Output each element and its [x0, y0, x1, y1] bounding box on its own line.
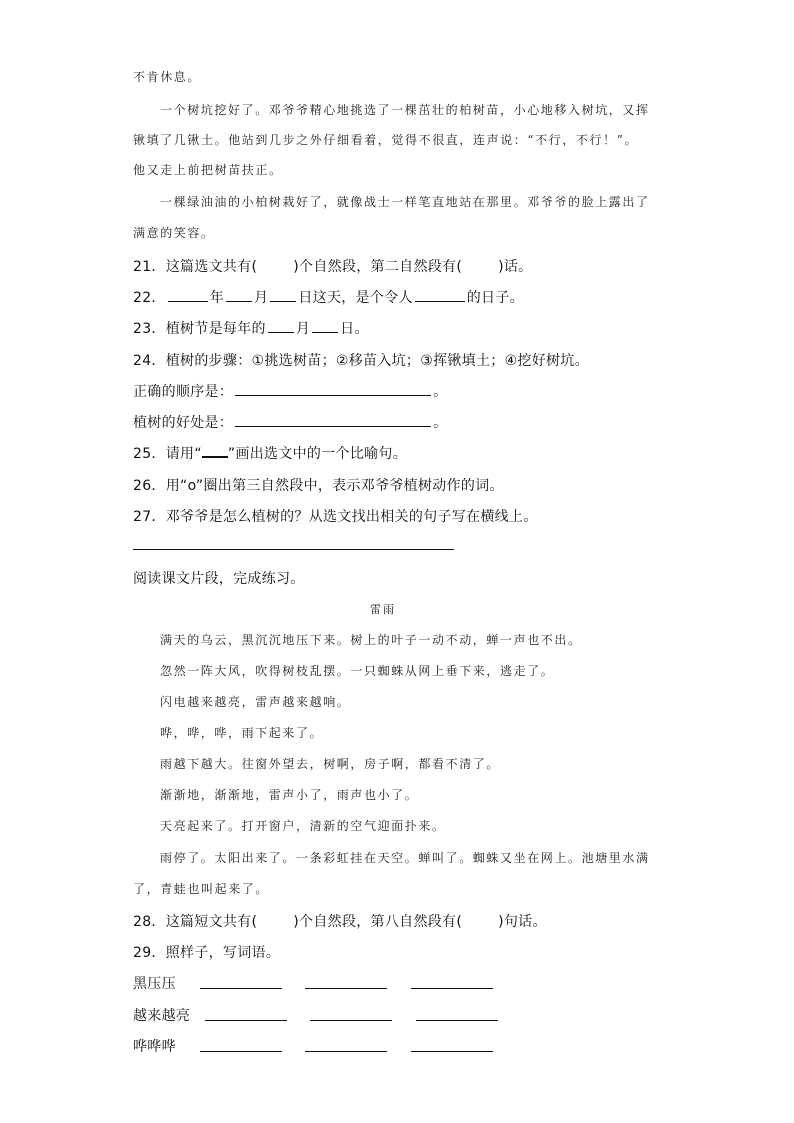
answer-line-27[interactable] — [133, 549, 454, 550]
question-27: 27．邓爷爷是怎么植树的？从选文找出相关的句子写在横线上。 — [133, 509, 538, 525]
passage1-line: 一个树坑挖好了。邓爷爷精心地挑选了一棵茁壮的柏树苗，小心地移入树坑，又挥 — [160, 103, 650, 117]
year-blank[interactable] — [168, 287, 208, 302]
word-answer-line[interactable] — [305, 988, 387, 989]
word-answer-line[interactable] — [200, 988, 282, 989]
benefit-answer-blank[interactable] — [235, 412, 431, 427]
question-23: 23．植树节是每年的 月 日。 — [133, 318, 369, 338]
order-row: 正确的顺序是： 。 — [133, 381, 447, 401]
passage1-line: 满意的笑容。 — [133, 226, 215, 240]
word-answer-line[interactable] — [411, 1051, 493, 1052]
month-blank[interactable] — [268, 318, 294, 333]
question-24: 24．植树的步骤：①挑选树苗；②移苗入坑；③挥锹填土；④挖好树坑。 — [133, 353, 589, 369]
question-21: 21．这篇选文共有( )个自然段，第二自然段有( )话。 — [133, 259, 533, 275]
day-blank[interactable] — [270, 287, 296, 302]
question-28: 28．这篇短文共有( )个自然段，第八自然段有( )句话。 — [133, 914, 547, 930]
order-answer-blank[interactable] — [235, 381, 431, 396]
word-answer-line[interactable] — [310, 1020, 392, 1021]
question-29: 29．照样子，写词语。 — [133, 945, 281, 961]
passage2-line: 忽然一阵大风，吹得树枝乱摆。一只蜘蛛从网上垂下来，逃走了。 — [160, 664, 555, 678]
passage1-line: 一棵绿油油的小柏树栽好了，就像战士一样笔直地站在那里。邓爷爷的脸上露出了 — [160, 195, 650, 209]
word-answer-line[interactable] — [305, 1051, 387, 1052]
instruction: 阅读课文片段，完成练习。 — [133, 571, 305, 587]
passage1-line: 不肯休息。 — [133, 70, 202, 84]
passage2-line: 雨停了。太阳出来了。一条彩虹挂在天空。蝉叫了。蜘蛛又坐在网上。池塘里水满 — [160, 851, 650, 865]
benefit-row: 植树的好处是： 。 — [133, 412, 447, 432]
word-answer-line[interactable] — [416, 1020, 498, 1021]
example-word: 哗哗哗 — [133, 1039, 176, 1055]
passage2-line: 雨越下越大。往窗外望去，树啊，房子啊，都看不清了。 — [160, 757, 501, 771]
passage2-line: 天亮起来了。打开窗户，清新的空气迎面扑来。 — [160, 819, 446, 833]
passage2-line: 渐渐地，渐渐地，雷声小了，雨声也小了。 — [160, 788, 419, 802]
passage2-line: 闪电越来越亮，雷声越来越响。 — [160, 695, 351, 709]
word-answer-line[interactable] — [200, 1051, 282, 1052]
month-blank[interactable] — [226, 287, 252, 302]
day-blank[interactable] — [312, 318, 338, 333]
question-26: 26．用“o”圈出第三自然段中，表示邓爷爷植树动作的词。 — [133, 478, 504, 494]
question-22: 22． 年 月 日这天，是个令人 的日子。 — [133, 287, 524, 307]
word-answer-line[interactable] — [205, 1020, 287, 1021]
feeling-blank[interactable] — [415, 287, 465, 302]
passage2-line: 哗，哗，哗，雨下起来了。 — [160, 726, 324, 740]
passage1-line: 锹填了几锹土。他站到几步之外仔细看着，觉得不很直，连声说：“不行，不行！”。 — [133, 133, 639, 147]
passage2-line: 了，青蛙也叫起来了。 — [133, 882, 270, 896]
example-word: 黑压压 — [133, 976, 176, 992]
passage1-line: 他又走上前把树苗扶正。 — [133, 163, 283, 177]
underline-sample — [202, 444, 228, 458]
word-answer-line[interactable] — [411, 988, 493, 989]
passage2-line: 满天的乌云，黑沉沉地压下来。树上的叶子一动不动，蝉一声也不出。 — [160, 633, 582, 647]
example-word: 越来越亮 — [133, 1008, 191, 1024]
passage-title: 雷雨 — [370, 603, 396, 616]
question-25: 25．请用“ ”画出选文中的一个比喻句。 — [133, 446, 408, 462]
